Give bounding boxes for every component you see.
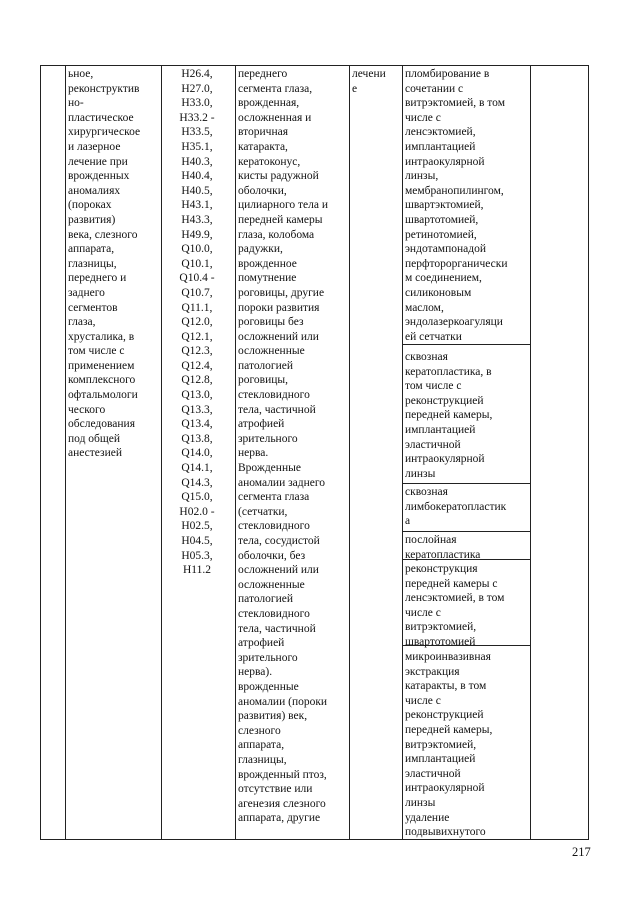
treatment-method-cell: сквозная лимбокератопластик а [405,486,507,528]
column-divider [161,66,162,839]
patient-model-cell: переднего сегмента глаза, врожденная, осложненная и вторичная катаракта, кератоконус, кисты радужной оболочки, цилиарного тела и передней камеры глаза, колобома радужки, врожденное помутнение роговицы, другие пороки развития роговицы без осложнений или осложненные патологией роговицы, стекловидного тела, частичной атрофией зрительного нерва. Врожденные аномалии заднего сегмента глаза (сетчатки, стекловидного тела, сосудистой оболочки, без осложнений или осложненные патологией стекловидного тела, частичной атрофией зрительного нерва). врожденные аномалии (пороки развития) век, слезного аппарата, глазницы, врожденный птоз, отсутствие или агенезия слезного аппарата, другие [238,68,329,825]
column-divider [349,66,350,839]
page-number: 217 [572,845,591,859]
treatment-type-cell: лечени е [352,68,386,95]
extra-cell [533,66,590,839]
medical-care-table [40,65,589,840]
icd-codes-cell: H26.4, H27.0, H33.0, H33.2 - H33.5, H35.1, H40.3, H40.4, H40.5, H43.1, H43.3, H49.9, Q10.0, Q10.1, Q10.4 - Q10.7, Q11.1, Q12.0, Q12.1, Q12.3, Q12.4, Q12.8, Q13.0, Q13.3, Q13.4, Q13.8, Q14.0, Q14.1, Q14.3, Q15.0, H02.0 - H02.5, H04.5, H05.3, H11.2 [179,68,215,577]
column-divider [235,66,236,839]
column-divider [65,66,66,839]
treatment-method-cell: сквозная кератопластика, в том числе с реконструкцией передней камеры, имплантацией эластичной интраокулярной линзы [405,351,493,480]
treatment-method-cell: микроинвазивная экстракция катаракты, в том числе с реконструкцией передней камеры, витрэктомией, имплантацией эластичной интраокулярной линзы удаление подвывихнутого [405,651,493,839]
care-type-name-cell: ьное, реконструктив но- пластическое хирургическое и лазерное лечение при врожденных аномалиях (пороках развития) века, слезного аппарата, глазницы, переднего и заднего сегментов глаза, хрусталика, в том числе с применением комплексного офтальмологи ческого обследования под общей анестезией [68,68,141,460]
treatment-method-cell: послойная кератопластика [405,534,481,561]
treatment-method-cell: пломбирование в сочетании с витрэктомией, в том числе с ленсэктомией, имплантацией интраокулярной линзы, мембранопилингом, швартэктомией, швартотомией, ретинотомией, эндотампонадой перфторорганически м соединением, силиконовым маслом, эндолазеркоагуляци ей сетчатки [405,68,508,343]
treatment-method-cell: реконструкция передней камеры с ленсэктомией, в том числе с витрэктомией, швартотомией [405,563,505,648]
row-number-cell [41,66,65,839]
